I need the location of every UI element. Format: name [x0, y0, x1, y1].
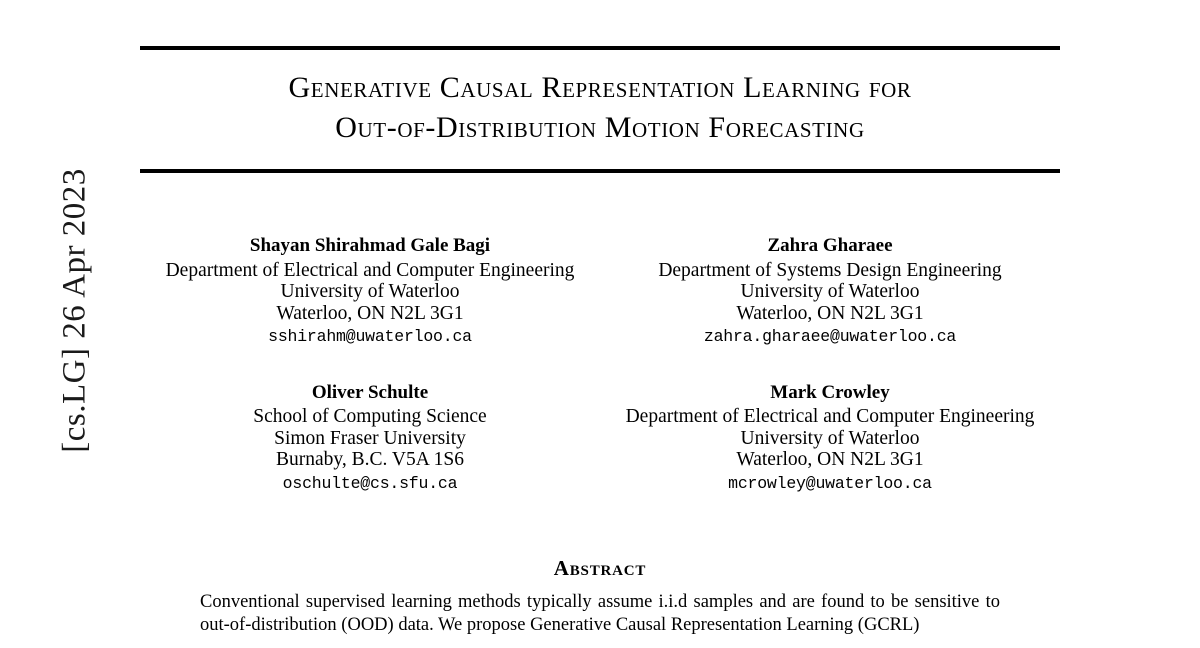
abstract-heading: Abstract — [553, 556, 647, 580]
author-name: Zahra Gharaee — [767, 235, 893, 256]
title-line-2: Out-of-Distribution Motion Forecasting — [335, 111, 865, 144]
author-affiliation-line: Department of Systems Design Engineering — [658, 259, 1002, 281]
author-email[interactable]: mcrowley@uwaterloo.ca — [728, 473, 932, 493]
author-affiliation-line: Department of Electrical and Computer Engineering — [625, 406, 1035, 427]
author-email[interactable]: sshirahm@uwaterloo.ca — [268, 327, 472, 346]
author-affiliation-line: School of Computing Science — [253, 406, 487, 427]
author-entry — [140, 382, 600, 495]
author-affiliation-line: University of Waterloo — [740, 427, 920, 449]
author-name: Shayan Shirahmad Gale Bagi — [249, 235, 491, 256]
arxiv-stamp-text: [cs.LG] 26 Apr 2023 — [56, 168, 93, 453]
author-entry — [140, 235, 600, 348]
title-rule-bottom — [140, 169, 1060, 173]
paper-content — [140, 0, 1060, 637]
author-name: Oliver Schulte — [311, 381, 429, 403]
abstract-text: Conventional supervised learning methods typically assume i.i.d samples and are found to be sensitive to out-of-distribution (OOD) data. We propose Generative Causal Representation Learning (GCRL) — [200, 592, 1000, 635]
author-affiliation-line: Waterloo, ON N2L 3G1 — [736, 302, 924, 324]
title-line-1: Generative Causal Representation Learning for — [288, 71, 912, 104]
author-affiliation-line: University of Waterloo — [280, 281, 460, 302]
author-name: Mark Crowley — [770, 381, 890, 403]
author-block — [140, 235, 1060, 494]
author-entry — [600, 235, 1060, 348]
author-affiliation-line: Simon Fraser University — [274, 427, 466, 449]
author-affiliation-line: Waterloo, ON N2L 3G1 — [276, 302, 464, 324]
author-email[interactable]: zahra.gharaee@uwaterloo.ca — [703, 327, 957, 346]
author-entry — [600, 382, 1060, 495]
author-affiliation-line: Burnaby, B.C. V5A 1S6 — [276, 449, 464, 470]
page-title — [140, 50, 1060, 154]
author-affiliation-line: University of Waterloo — [740, 281, 920, 302]
author-email[interactable]: oschulte@cs.sfu.ca — [282, 473, 458, 493]
author-affiliation-line: Department of Electrical and Computer Engineering — [165, 259, 575, 281]
author-affiliation-line: Waterloo, ON N2L 3G1 — [736, 449, 924, 470]
arxiv-stamp — [0, 0, 93, 648]
